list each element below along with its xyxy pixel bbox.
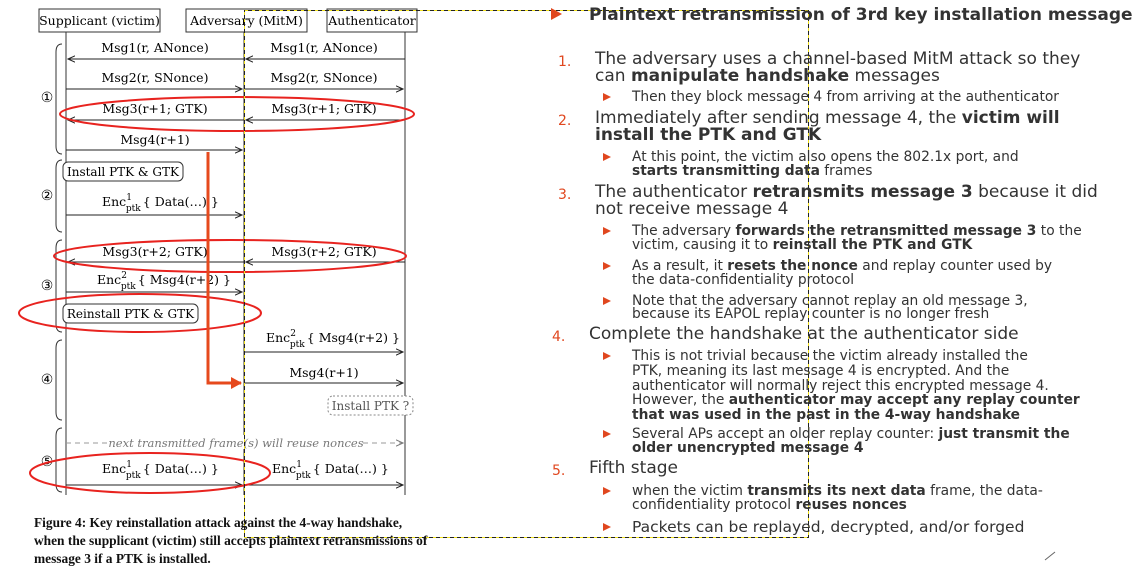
item-5-sub-2-line1: Packets can be replayed, decrypted, and/or forged: [632, 518, 1025, 536]
msg3-retransmit-arrows: [68, 244, 405, 262]
item-4-line-a: Complete the handshake at the authenticator side: [589, 324, 1019, 344]
item-4-number: 4.: [552, 329, 566, 345]
title-bullet-icon: [551, 8, 562, 20]
bullet-icon: [603, 487, 611, 495]
actor-supplicant-label: Supplicant (victim): [39, 13, 160, 28]
enc-msg4-fwd-label: Enc$^2$ ptk { Msg4(r+2) }: [266, 329, 400, 350]
bullet-icon: [603, 262, 611, 270]
item-4-sub-1-line4: However, the authenticator may accept any replay counter: [632, 392, 1080, 408]
actor-supplicant: [39, 9, 160, 32]
msg3b-left-label: Msg3(r+2; GTK): [102, 244, 208, 259]
enc-msg4-fwd-arrow: [244, 329, 403, 352]
next-frames-arrow: [66, 435, 403, 450]
next-frames-label: next transmitted frame(s) will reuse nonces: [108, 436, 364, 450]
enc-msg4-label: Enc$^2$ ptk { Msg4(r+2) }: [97, 271, 231, 292]
phase-4-label: ④: [40, 372, 54, 388]
phase-1-label: ①: [40, 90, 54, 106]
bullet-icon: [603, 430, 611, 438]
msg1-right-label: Msg1(r, ANonce): [270, 40, 378, 55]
enc-data-label: Enc$^1$ ptk { Data(…) }: [102, 193, 219, 214]
item-2-sub-1-line2: starts transmitting data frames: [632, 163, 873, 179]
msg4-arrow: [66, 132, 242, 150]
enc-msg4-arrow: [66, 271, 242, 292]
enc-data-arrow: [66, 193, 242, 215]
item-1-sub-1: Then they block message 4 from arriving at the authenticator: [632, 89, 1059, 105]
install-ptk-question-box: [328, 396, 413, 415]
msg2-left-label: Msg2(r, SNonce): [101, 70, 209, 85]
item-3-sub-2-line1: As a result, it resets the nonce and replay counter used by: [632, 258, 1053, 274]
msg3-arrows: [68, 101, 405, 120]
bullet-icon: [603, 153, 611, 161]
item-3-sub-1-line2: victim, causing it to reinstall the PTK and GTK: [632, 237, 973, 253]
msg3-left-label: Msg3(r+1; GTK): [102, 101, 208, 116]
item-2-sub-1-line1: At this point, the victim also opens the 802.1x port, and: [632, 149, 1019, 165]
item-5-sub-1-line2: confidentiality protocol reuses nonces: [632, 497, 907, 513]
enc-final-right-label: Enc$^1$ ptk { Data(…) }: [272, 460, 389, 481]
actor-adversary-label: Adversary (MitM): [190, 13, 303, 28]
msg3b-right-label: Msg3(r+2; GTK): [271, 244, 377, 259]
item-2-line-a: Immediately after sending message 4, the victim will: [595, 108, 1060, 128]
msg2-right-label: Msg2(r, SNonce): [270, 70, 378, 85]
bullet-icon: [603, 297, 611, 305]
resize-corner-icon: [1045, 552, 1055, 560]
msg1-arrows: [68, 40, 405, 59]
item-4-sub-1-line1: This is not trivial because the victim already installed the: [632, 348, 1028, 364]
msg4-fwd-label: Msg4(r+1): [289, 365, 359, 380]
figure-caption: Figure 4: Key reinstallation attack against the 4-way handshake, when the supplicant (victim) still accepts plaintext retransmissions of message 3 if a PTK is installed.: [34, 515, 428, 566]
item-4-sub-2-line2: older unencrypted message 4: [632, 440, 864, 456]
bullet-icon: [603, 93, 611, 101]
item-4-sub-2-line1: Several APs accept an older replay counter: just transmit the: [632, 426, 1070, 442]
enc-final-arrows: [66, 460, 403, 485]
item-4-sub-1-line5: that was used in the past in the 4-way handshake: [632, 407, 1021, 423]
slide-title: Plaintext retransmission of 3rd key installation message: [589, 5, 1133, 25]
bullet-icon: [603, 523, 611, 531]
item-1-line-a: The adversary uses a channel-based MitM attack so they: [595, 49, 1081, 69]
item-3-sub-2-line2: the data-confidentiality protocol: [632, 272, 855, 288]
reinstall-box: [63, 304, 198, 323]
reinstall-box-label: Reinstall PTK & GTK: [66, 307, 195, 321]
actor-authenticator: [327, 9, 417, 32]
item-4-sub-1-line3: authenticator will normally reject this encrypted message 4.: [632, 378, 1049, 394]
item-5-line-a: Fifth stage: [589, 458, 678, 478]
msg3-right-label: Msg3(r+1; GTK): [271, 101, 377, 116]
phase-2-label: ②: [40, 188, 54, 204]
phase-3-label: ③: [40, 278, 54, 294]
item-2-line-b: install the PTK and GTK: [595, 125, 822, 145]
item-4-sub-1-line2: PTK, meaning its last message 4 is encrypted. And the: [632, 363, 1010, 379]
bullet-icon: [603, 352, 611, 360]
msg1-left-label: Msg1(r, ANonce): [101, 40, 209, 55]
install-ptk-question-label: Install PTK ?: [331, 399, 410, 413]
phase-5-label: ⑤: [40, 454, 54, 470]
item-3-line-b: not receive message 4: [595, 199, 789, 219]
actor-adversary: [186, 9, 307, 32]
item-3-sub-3-line2: because its EAPOL replay counter is no longer fresh: [632, 306, 990, 322]
item-3-number: 3.: [558, 187, 572, 203]
item-2-number: 2.: [558, 113, 572, 129]
enc-final-left-label: Enc$^1$ ptk { Data(…) }: [102, 460, 219, 481]
msg4-label: Msg4(r+1): [120, 132, 190, 147]
redirect-arrow: [208, 152, 241, 383]
item-1-number: 1.: [558, 54, 572, 70]
item-1-line-b: can manipulate handshake messages: [595, 66, 940, 86]
actor-authenticator-label: Authenticator: [328, 13, 416, 28]
bullet-icon: [603, 227, 611, 235]
msg4-fwd-arrow: [244, 365, 403, 383]
item-3-sub-3-line1: Note that the adversary cannot replay an old message 3,: [632, 293, 1028, 309]
install-box: [63, 162, 183, 181]
item-5-sub-1-line1: when the victim transmits its next data frame, the data-: [632, 483, 1043, 499]
msg2-arrows: [66, 70, 403, 89]
item-3-line-a: The authenticator retransmits message 3 because it did: [595, 182, 1098, 202]
install-box-label: Install PTK & GTK: [66, 165, 180, 179]
item-3-sub-1-line1: The adversary forwards the retransmitted message 3 to the: [632, 223, 1082, 239]
item-5-number: 5.: [552, 463, 566, 479]
